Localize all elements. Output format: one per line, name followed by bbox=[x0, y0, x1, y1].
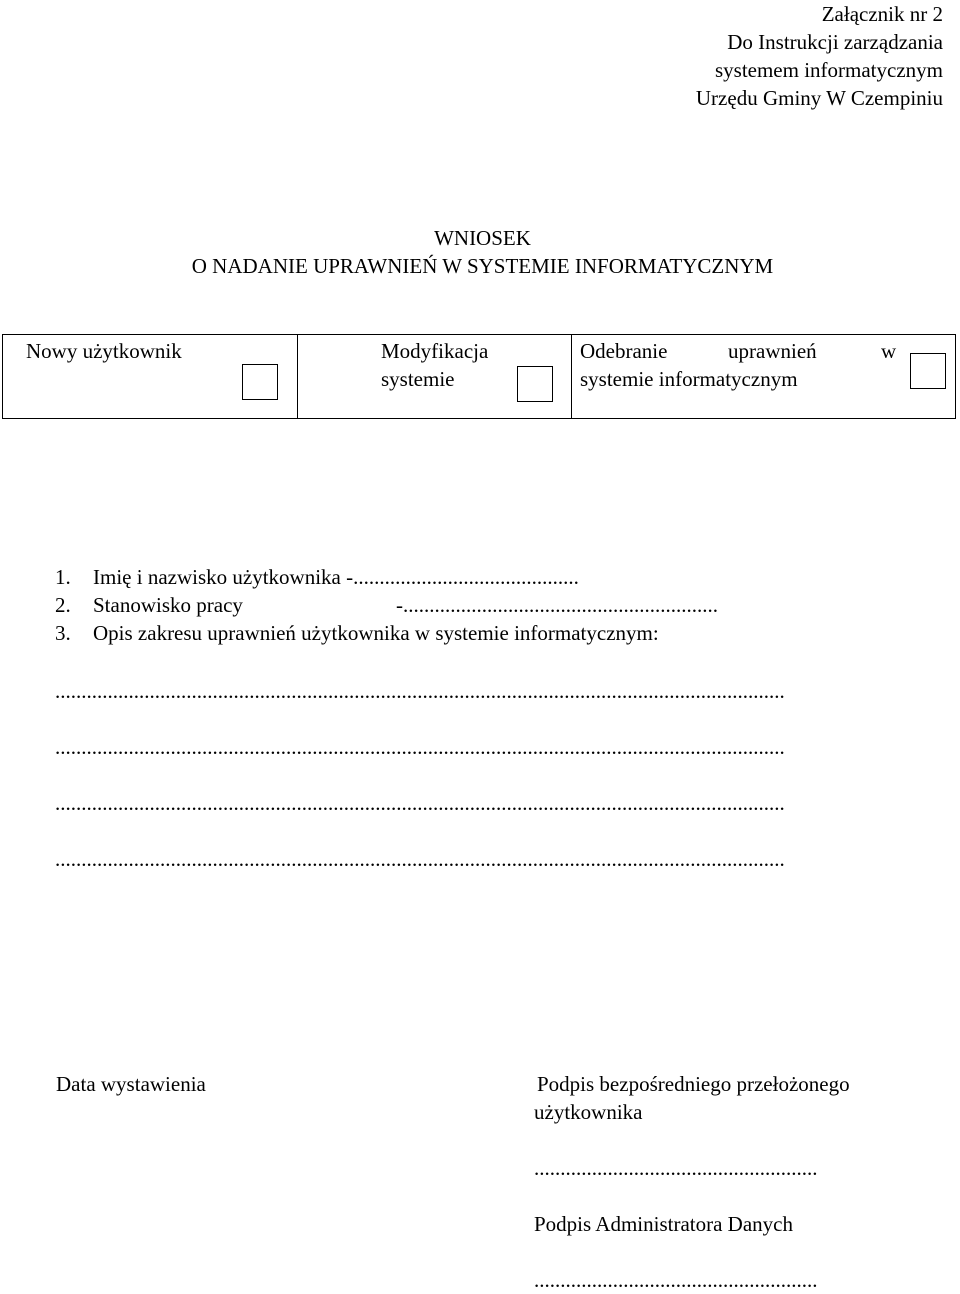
new-user-checkbox[interactable] bbox=[242, 364, 278, 400]
new-user-label: Nowy użytkownik bbox=[26, 339, 182, 363]
supervisor-signature-line: ...................................................... bbox=[534, 1156, 818, 1180]
description-line: ........................................................................................................................................... bbox=[55, 679, 785, 703]
revoke-label-line2: systemie informatycznym bbox=[580, 367, 798, 391]
form-subtitle: O NADANIE UPRAWNIEŃ W SYSTEMIE INFORMATYCZNYM bbox=[191, 254, 774, 278]
item-number: 2. bbox=[55, 593, 71, 617]
modify-label-line1: Modyfikacja bbox=[381, 339, 489, 363]
table-divider bbox=[571, 335, 572, 418]
revoke-checkbox[interactable] bbox=[910, 353, 946, 389]
revoke-label-word: Odebranie bbox=[580, 339, 668, 363]
description-line: ........................................................................................................................................... bbox=[55, 735, 785, 759]
issue-date-label: Data wystawienia bbox=[56, 1072, 206, 1096]
item-number: 3. bbox=[55, 621, 71, 645]
supervisor-signature-label-line2: użytkownika bbox=[534, 1100, 643, 1124]
position-field: -............................................................ bbox=[396, 593, 718, 617]
attachment-ref-line: systemem informatycznym bbox=[714, 58, 943, 82]
user-name-field: Imię i nazwisko użytkownika -........................................... bbox=[93, 565, 579, 589]
attachment-ref-line: Do Instrukcji zarządzania bbox=[727, 30, 943, 54]
modify-label-line2: systemie bbox=[381, 367, 455, 391]
table-divider bbox=[297, 335, 298, 418]
revoke-label-word: w bbox=[881, 339, 897, 363]
description-line: ........................................................................................................................................... bbox=[55, 791, 785, 815]
supervisor-signature-label: Podpis bezpośredniego przełożonego bbox=[537, 1072, 850, 1096]
attachment-ref-line: Urzędu Gminy W Czempiniu bbox=[695, 86, 943, 110]
admin-signature-line: ...................................................... bbox=[534, 1268, 818, 1292]
attachment-label: Załącznik nr 2 bbox=[821, 2, 943, 26]
description-line: ........................................................................................................................................... bbox=[55, 847, 785, 871]
form-title: WNIOSEK bbox=[434, 226, 531, 250]
position-label: Stanowisko pracy bbox=[93, 593, 243, 617]
item-number: 1. bbox=[55, 565, 71, 589]
revoke-label-word: uprawnień bbox=[728, 339, 817, 363]
modify-checkbox[interactable] bbox=[517, 366, 553, 402]
permissions-scope-label: Opis zakresu uprawnień użytkownika w systemie informatycznym: bbox=[93, 621, 659, 645]
admin-signature-label: Podpis Administratora Danych bbox=[534, 1212, 793, 1236]
